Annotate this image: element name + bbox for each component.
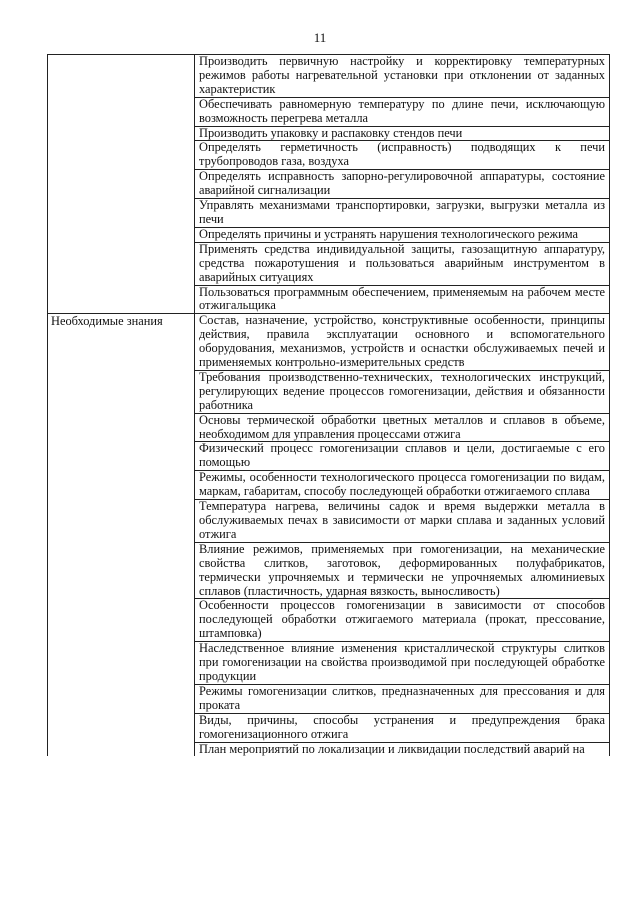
requirement-item: Определять исправность запорно-регулировочной аппаратуры, состояние аварийной сигнализации <box>195 170 610 199</box>
section-label <box>48 55 195 314</box>
requirement-item: Особенности процессов гомогенизации в зависимости от способов последующей обработки отжигаемого материала (прокат, прессование, штамповка) <box>195 599 610 642</box>
section-label: Необходимые знания <box>48 314 195 757</box>
requirement-item: Наследственное влияние изменения кристаллической структуры слитков при гомогенизации на свойства производимой при последующей обработке продукции <box>195 642 610 685</box>
requirement-item: Температура нагрева, величины садок и время выдержки металла в обслуживаемых печах в зависимости от марки сплава и заданных условий отжига <box>195 500 610 543</box>
table-body <box>48 55 610 757</box>
requirement-item: Производить первичную настройку и корректировку температурных режимов работы нагревательной установки при отклонении от заданных характеристик <box>195 55 610 98</box>
requirement-item: Обеспечивать равномерную температуру по длине печи, исключающую возможность перегрева металла <box>195 97 610 126</box>
requirement-item: Основы термической обработки цветных металлов и сплавов в объеме, необходимом для управления процессами отжига <box>195 413 610 442</box>
requirement-item: Состав, назначение, устройство, конструктивные особенности, принципы действия, правила эксплуатации основного и вспомогательного оборудования, механизмов, устройств и оснастки обслуживаемых печей и применяемых контрольно-измерительных средств <box>195 314 610 371</box>
requirement-item: Определять причины и устранять нарушения технологического режима <box>195 227 610 242</box>
requirement-item: Виды, причины, способы устранения и предупреждения брака гомогенизационного отжига <box>195 713 610 742</box>
qualification-table <box>47 54 610 756</box>
requirement-item: План мероприятий по локализации и ликвидации последствий аварий на <box>195 742 610 756</box>
requirement-item: Физический процесс гомогенизации сплавов и цели, достигаемые с его помощью <box>195 442 610 471</box>
table-row <box>48 55 610 98</box>
table-row <box>48 314 610 371</box>
page-number: 11 <box>313 30 327 45</box>
requirement-item: Производить упаковку и распаковку стендов печи <box>195 126 610 141</box>
requirement-item: Определять герметичность (исправность) подводящих к печи трубопроводов газа, воздуха <box>195 141 610 170</box>
requirement-item: Режимы, особенности технологического процесса гомогенизации по видам, маркам, габаритам, способу последующей обработки отжигаемого сплава <box>195 471 610 500</box>
requirement-item: Управлять механизмами транспортировки, загрузки, выгрузки металла из печи <box>195 199 610 228</box>
requirement-item: Режимы гомогенизации слитков, предназначенных для прессования и для проката <box>195 684 610 713</box>
requirement-item: Требования производственно-технических, технологических инструкций, регулирующих ведение процессов гомогенизации, действия и обязанности работника <box>195 370 610 413</box>
requirement-item: Пользоваться программным обеспечением, применяемым на рабочем месте отжигальщика <box>195 285 610 314</box>
requirement-item: Влияние режимов, применяемых при гомогенизации, на механические свойства слитков, заготовок, деформированных полуфабрикатов, термически упрочняемых и термически не упрочняемых алюминиевых сплавов (пластичность, ударная вязкость, выносливость) <box>195 542 610 599</box>
requirement-item: Применять средства индивидуальной защиты, газозащитную аппаратуру, средства пожаротушения и пользоваться аварийным инструментом в аварийных ситуациях <box>195 242 610 285</box>
